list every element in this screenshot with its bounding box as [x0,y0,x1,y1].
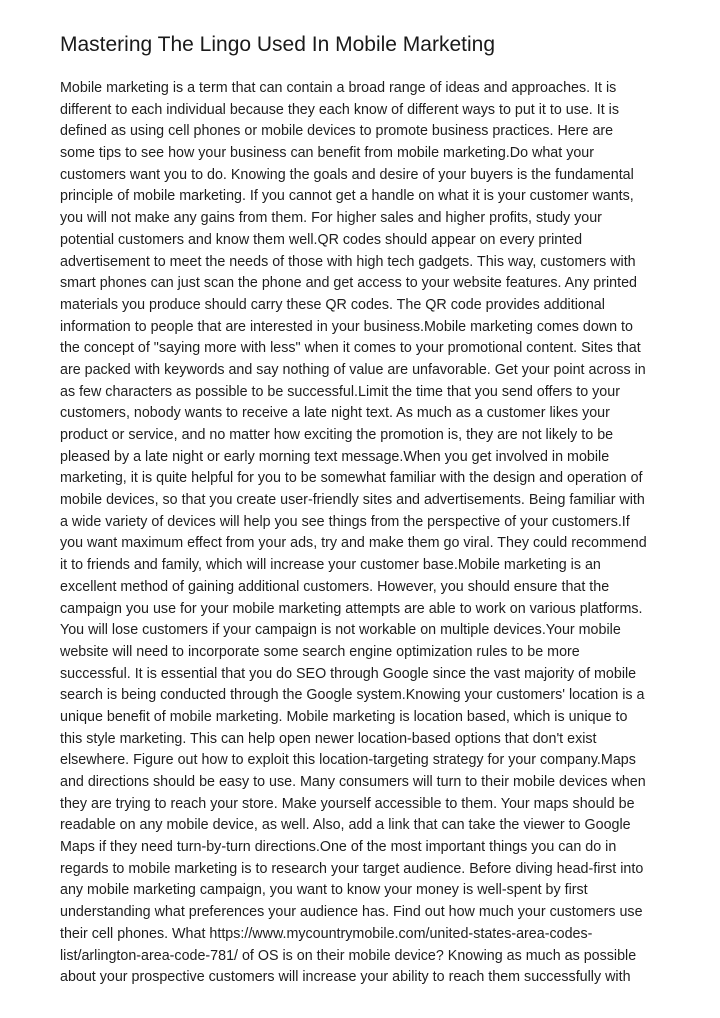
body-text-line: you want maximum effect from your ads, try and make them go viral. They could recommend [60,535,647,552]
body-text-line: Maps if they need turn-by-turn directions.One of the most important things you can do in [60,839,617,856]
body-text-line: elsewhere. Figure out how to exploit this location-targeting strategy for your company.Maps [60,752,636,769]
body-text-line: you will not make any gains from them. For higher sales and higher profits, study your [60,210,602,227]
document-title: Mastering The Lingo Used In Mobile Marketing [60,33,496,56]
body-text-line: unique benefit of mobile marketing. Mobile marketing is location based, which is unique to [60,708,628,725]
body-text-line: it to friends and family, which will increase your customer base.Mobile marketing is an [60,557,601,574]
document-body [60,78,670,998]
body-text-line: Mobile marketing is a term that can contain a broad range of ideas and approaches. It is [60,80,617,96]
body-text-line: marketing, it is quite helpful for you to be somewhat familiar with the design and operation of [60,470,643,487]
body-text-line: their cell phones. What https://www.mycountrymobile.com/united-states-area-codes- [60,925,593,942]
body-text-line: product or service, and no matter how exciting the promotion is, they are not likely to be [60,427,614,443]
body-text-line: successful. It is essential that you do SEO through Google since the vast majority of mobile [60,665,637,682]
body-text-line: customers want you to do. Knowing the goals and desire of your buyers is the fundamental [60,166,634,183]
body-text-line: materials you produce should carry these QR codes. The QR code provides additional [60,296,605,313]
body-text-line: any mobile marketing campaign, you want to know your money is well-spent by first [60,882,588,899]
body-text-line: the concept of "saying more with less" when it comes to your promotional content. Sites that [60,340,641,357]
body-text-line: some tips to see how your business can benefit from mobile marketing.Do what your [60,145,595,162]
body-text-line: regards to mobile marketing is to research your target audience. Before diving head-first into [60,860,644,877]
body-text-line: as few characters as possible to be successful.Limit the time that you send offers to your [60,383,620,400]
body-text-line: defined as using cell phones or mobile devices to promote business practices. Here are [60,123,614,140]
body-text-line: smart phones can just scan the phone and get access to your website features. Any printed [60,275,637,292]
body-text-line: principle of mobile marketing. If you cannot get a handle on what it is your customer wants, [60,188,634,205]
body-text-line: campaign you use for your mobile marketing attempts are able to work on various platforms. [60,600,643,617]
body-text-line: readable on any mobile device, as well. Also, add a link that can take the viewer to Google [60,817,631,834]
body-text-line: website will need to incorporate some search engine optimization rules to be more [60,643,580,660]
body-text-line: list/arlington-area-code-781/ of OS is on their mobile device? Knowing as much as possible [60,947,637,964]
body-text-line: search is being conducted through the Google system.Knowing your customers' location is a [60,687,645,704]
body-text-line: You will lose customers if your campaign is not workable on multiple devices.Your mobile [60,622,621,639]
body-text-line: and directions should be easy to use. Many consumers will turn to their mobile devices when [60,774,646,790]
body-text-line: about your prospective customers will increase your ability to reach them successfully with [60,969,631,986]
body-text-line: potential customers and know them well.QR codes should appear on every printed [60,231,583,248]
body-text-line: they are trying to reach your store. Make yourself accessible to them. Your maps should be [60,795,635,812]
body-text-line: customers, nobody wants to receive a late night text. As much as a customer likes your [60,405,610,422]
body-text-line: pleased by a late night or early morning text message.When you get involved in mobile [60,448,610,465]
body-text-line: different to each individual because they each know of different ways to put it to use. It is [60,101,619,118]
body-text-line: this style marketing. This can help open newer location-based options that don't exist [60,730,597,747]
body-text-line: advertisement to meet the needs of those with high tech gadgets. This way, customers with [60,253,636,270]
body-text-line: mobile devices, so that you create user-friendly sites and advertisements. Being familiar with [60,492,645,509]
body-text-line: understanding what preferences your audience has. Find out how much your customers use [60,904,643,921]
body-text-line: excellent method of gaining additional customers. However, you should ensure that the [60,578,610,595]
body-text-line: information to people that are interested in your business.Mobile marketing comes down to [60,318,633,335]
body-text-line: are packed with keywords and say nothing of value are unfavorable. Get your point across in [60,361,646,378]
body-text-line: a wide variety of devices will help you see things from the perspective of your customers.If [60,513,630,530]
